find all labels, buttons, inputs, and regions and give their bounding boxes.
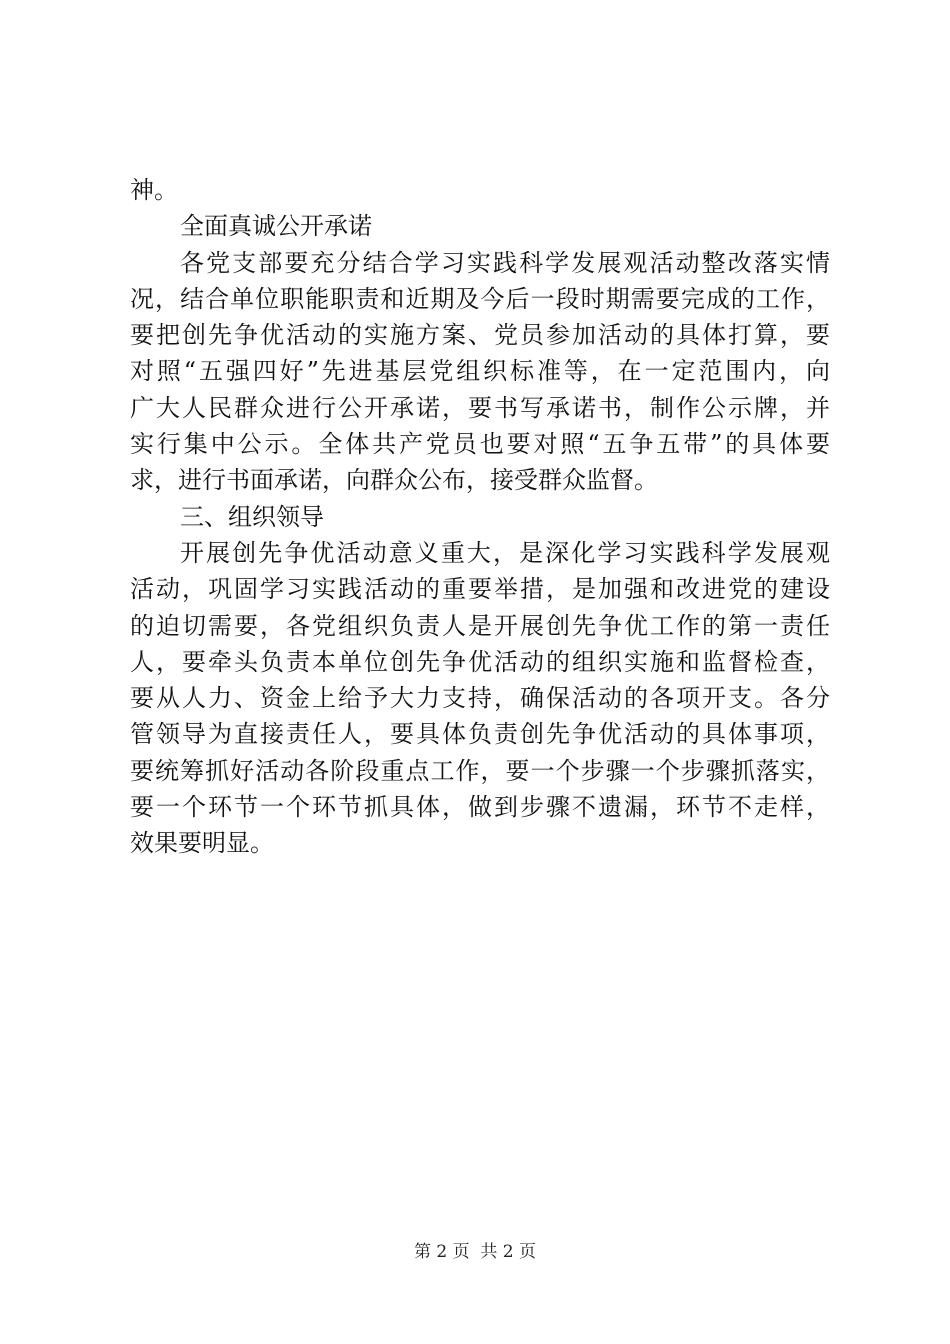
text-line: 实行集中公示。全体共产党员也要对照“五争五带”的具体要 xyxy=(130,430,830,459)
text-line: 要从人力、资金上给予大力支持，确保活动的各项开支。各分 xyxy=(130,684,830,713)
text-line: 要统筹抓好活动各阶段重点工作，要一个步骤一个步骤抓落实， xyxy=(130,756,830,785)
page-number-label: 第 2 页 共 2 页 xyxy=(413,1242,537,1262)
text-line: 的迫切需要，各党组织负责人是开展创先争优工作的第一责任 xyxy=(130,611,830,640)
text-line: 广大人民群众进行公开承诺，要书写承诺书，制作公示牌，并 xyxy=(130,393,830,422)
page-footer xyxy=(0,1240,950,1264)
text-line: 活动，巩固学习实践活动的重要举措，是加强和改进党的建设 xyxy=(130,575,830,604)
text-line: 三、组织领导 xyxy=(180,502,324,531)
text-line: 要一个环节一个环节抓具体，做到步骤不遗漏，环节不走样， xyxy=(130,793,830,822)
text-line: 人，要牵头负责本单位创先争优活动的组织实施和监督检查， xyxy=(130,647,830,676)
text-line: 对照“五强四好”先进基层党组织标准等，在一定范围内，向 xyxy=(130,357,830,386)
text-line: 要把创先争优活动的实施方案、党员参加活动的具体打算，要 xyxy=(130,321,830,350)
text-line: 求，进行书面承诺，向群众公布，接受群众监督。 xyxy=(130,466,658,495)
text-line: 况，结合单位职能职责和近期及今后一段时期需要完成的工作， xyxy=(130,284,830,313)
text-line: 神。 xyxy=(130,176,178,204)
text-line: 开展创先争优活动意义重大，是深化学习实践科学发展观 xyxy=(180,538,830,567)
text-line: 效果要明显。 xyxy=(130,829,274,858)
document-body xyxy=(130,172,830,862)
text-line: 管领导为直接责任人，要具体负责创先争优活动的具体事项， xyxy=(130,720,830,749)
text-line: 全面真诚公开承诺 xyxy=(180,212,372,241)
text-line: 各党支部要充分结合学习实践科学发展观活动整改落实情 xyxy=(180,248,830,277)
